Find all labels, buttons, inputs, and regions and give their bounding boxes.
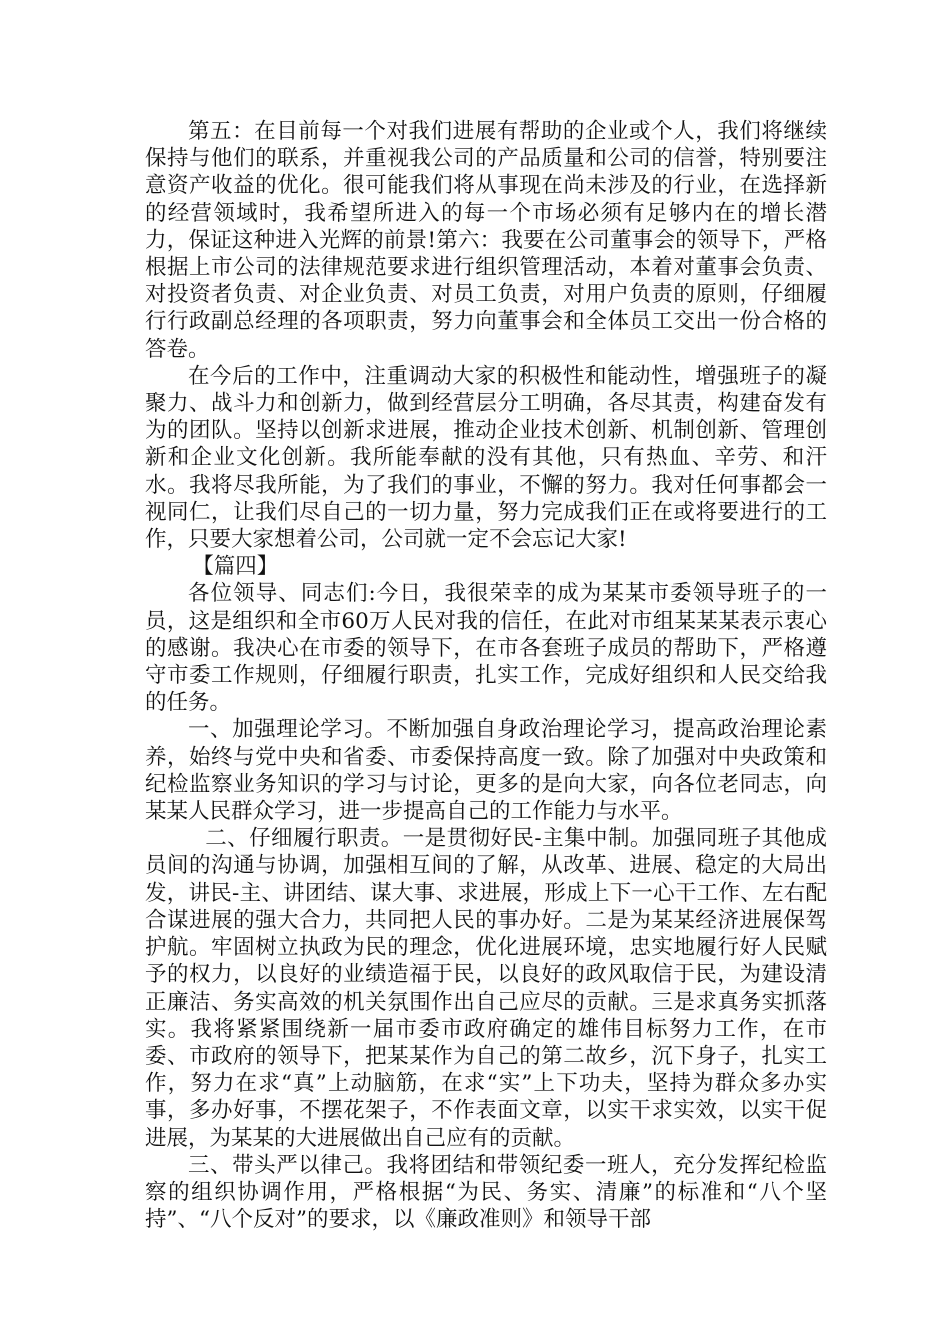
paragraph-self-discipline: 三、带头严以律己。我将团结和带领纪委一班人，充分发挥纪检监察的组织协调作用，严格根据“为民、务实、清廉”的标准和“八个坚持”、“八个反对”的要求，以《廉政准则》和领导干部 — [145, 1152, 827, 1233]
paragraph-fifth-sixth: 第五：在目前每一个对我们进展有帮助的企业或个人，我们将继续保持与他们的联系，并重视我公司的产品质量和公司的信誉，特别要注意资产收益的优化。很可能我们将从事现在尚未涉及的行业，在选择新的经营领域时，我希望所进入的每一个市场必须有足够内在的增长潜力，保证这种进入光辉的前景!第六：我要在公司董事会的领导下，严格根据上市公司的法律规范要求进行组织管理活动，本着对董事会负责、对投资者负责、对企业负责、对员工负责，对用户负责的原则，仔细履行行政副总经理的各项职责，努力向董事会和全体员工交出一份合格的答卷。 — [145, 119, 827, 362]
paragraph-future-work: 在今后的工作中，注重调动大家的积极性和能动性，增强班子的凝聚力、战斗力和创新力，做到经营层分工明确，各尽其责，构建奋发有为的团队。坚持以创新求进展，推动企业技术创新、机制创新、管理创新和企业文化创新。我所能奉献的没有其他，只有热血、辛劳、和汗水。我将尽我所能，为了我们的事业，不懈的努力。我对任何事都会一视同仁，让我们尽自己的一切力量，努力完成我们正在或将要进行的工作，只要大家想着公司，公司就一定不会忘记大家! — [145, 363, 827, 553]
paragraph-theory-study: 一、加强理论学习。不断加强自身政治理论学习，提高政治理论素养，始终与党中央和省委、市委保持高度一致。除了加强对中央政策和纪检监察业务知识的学习与讨论，更多的是向大家，向各位老同志，向某某人民群众学习，进一步提高自己的工作能力与水平。 — [145, 717, 827, 825]
paragraph-fulfill-duties: 二、仔细履行职责。一是贯彻好民-主集中制。加强同班子其他成员间的沟通与协调，加强相互间的了解，从改革、进展、稳定的大局出发，讲民-主、讲团结、谋大事、求进展，形成上下一心干工作、左右配合谋进展的强大合力，共同把人民的事办好。二是为某某经济进展保驾护航。牢固树立执政为民的理念，优化进展环境，忠实地履行好人民赋予的权力，以良好的业绩造福于民，以良好的政风取信于民，为建设清正廉洁、务实高效的机关氛围作出自己应尽的贡献。三是求真务实抓落实。我将紧紧围绕新一届市委市政府确定的雄伟目标努力工作，在市委、市政府的领导下，把某某作为自己的第二故乡，沉下身子，扎实工作，努力在求“真”上动脑筋，在求“实”上下功夫，坚持为群众多办实事，多办好事，不摆花架子，不作表面文章，以实干求实效，以实干促进展，为某某的大进展做出自己应有的贡献。 — [145, 826, 827, 1151]
document-page — [145, 118, 827, 1233]
paragraph-greeting: 各位领导、同志们:今日，我很荣幸的成为某某市委领导班子的一员，这是组织和全市60万人民对我的信任，在此对市组某某某表示衷心的感谢。我决心在市委的领导下，在市各套班子成员的帮助下，严格遵守市委工作规则，仔细履行职责，扎实工作，完成好组织和人民交给我的任务。 — [145, 581, 827, 716]
section-heading-part-four: 【篇四】 — [192, 554, 279, 580]
